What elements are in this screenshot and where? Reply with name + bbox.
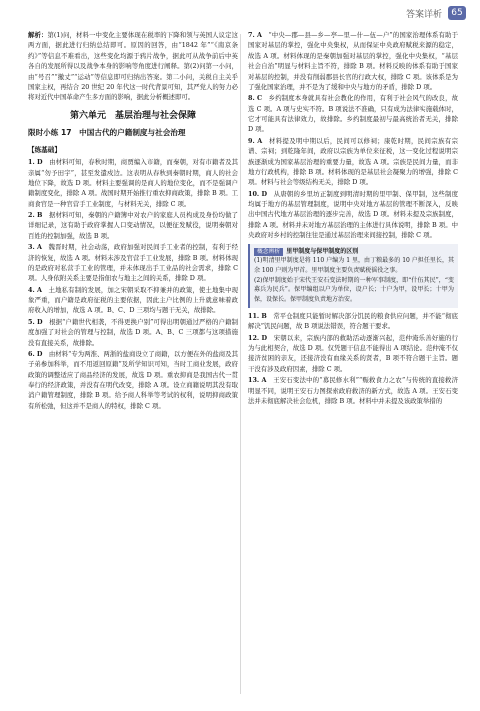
right-answer-list-b (248, 311, 458, 406)
concept-point-1: (1)明清里甲制度是将 110 户编为 1 里，由丁粮最多的 10 户担任里长，其余 100 户则为甲首。里甲制度主要负责赋税徭役之事。 (254, 257, 454, 274)
unit-title: 第六单元 基层治理与社会保障 (69, 110, 196, 121)
answer-number: 12. D (248, 333, 268, 342)
answer-text: “中央—郡—县—乡—亭—里—什—伍—户”的国家治理体系有助于国家对基层的掌控，强化中央集权，从而保证中央政府赋税来源的稳定，故选 A 项。材料体现的是秦朝加强对基层的掌控，强化中央集权，“基层社会自治”明显与材料主旨不符，排除 B 项。材料反映的体系有助于国家对基层的控制，并没有削弱郡县长官的行政大权，排除 C 项。该体系是为了强化国家治理，并不是为了缓和中央与地方的矛盾，排除 D 项。 (248, 31, 458, 91)
section-tag: 【练基础】 (28, 145, 61, 154)
answer-number: 6. D (28, 349, 43, 358)
answer-item (28, 157, 238, 209)
answer-item (248, 189, 458, 241)
answer-number: 1. D (28, 158, 43, 167)
right-answer-list-a (248, 30, 458, 241)
answer-item (28, 285, 238, 316)
answer-text: 王安石变法中的“募民修水利”“赈救食力之农”与传统的直接救济明显不同，说明王安石力图探索政府救济的新方式，故选 A 项。王安石变法并未彻底解决社会危机，排除 B 项。材料中并未提及该政策举措的 (248, 376, 458, 405)
answer-text: 材料提及明中期以后，民间可以修祠；康乾时期，民间宗族有宗谱、宗祠；到乾隆年间，政府以宗族为单位来征税，这一变化过程说明宗族逐渐成为国家基层治理的重要力量，故选 A 项。宗族是民间力量，而非地方行政机构，排除 B 项。材料体现的是基层社会凝聚力的增强，排除 C 项。材料与社会等级结构无关，排除 D 项。 (248, 136, 459, 187)
page-header (0, 0, 480, 26)
answer-number: 13. A (248, 376, 267, 385)
concept-box (248, 244, 458, 308)
answer-number: 4. A (28, 285, 43, 294)
answer-text: 乡约制度本身就具有社会教化的作用，有利于社会风气的改良，故选 C 项。A 项与史实不符。B 项说法不准确，只有成为法律实施载体时，它才可能具有法律效力，故排除。乡约制度最初与最高统治者无关，排除 D 项。 (248, 94, 459, 134)
analysis-label: 解析： (28, 31, 48, 39)
answer-number: 7. A (248, 31, 262, 39)
answer-number: 8. C (248, 94, 263, 103)
answer-text: 宋朝以来，宗族内部的救助活动逐渐兴起，范仲淹乐善好施的行为与此相契合，故选 D 项。仅凭题干信息不能得出 A 项结论。范仲淹不仅接济贫困的亲友，还接济没有血缘关系的贤者，B 项不符合题干主旨。题干没有涉及政府因素，排除 C 项。 (248, 333, 459, 373)
concept-label: 概念辨析 (254, 248, 283, 257)
answer-number: 3. A (28, 243, 43, 252)
answer-item (28, 317, 238, 348)
header-tab (406, 6, 466, 20)
answer-number: 11. B (248, 311, 267, 320)
answer-text: 根据“户籍世代相袭，不得更换户别”可得出明朝通过严格的户籍制度加强了对社会的管理与控制，故选 D 项。A、B、C 三项都与这项措施没有直接关系，故排除。 (28, 317, 238, 347)
answer-text: 从唐朝的乡里坊正制度到明清时期的里甲制、保甲制，这些制度均属于地方的基层管理制度，说明中央对地方基层的管理不断深入，反映出中国古代地方基层治理的逐步完善，故选 D 项。材料未提及宗族制度，排除 A 项。材料并未对地方基层治理的主体进行具体说明，排除 B 项。中央政府对乡村的控制往往是通过基层治理来间接控制，排除 C 项。 (248, 189, 459, 240)
answer-item (248, 93, 458, 135)
answer-number: 9. A (248, 136, 263, 145)
concept-title: 里甲制度与保甲制度的区别 (286, 247, 359, 255)
left-answer-list (28, 157, 238, 411)
answer-item (248, 375, 458, 406)
answer-text: 由材料可知，春秋时期，商贾编入市籍，而秦朝，对有市籍者及其亲属“勿予田宇”，甚至发遣戍边。这表明从春秋到秦朝时期，商人的社会地位下降，故选 D 项。材料主要强调的是商人的地位变化，而不是强调户籍制度变化，排除 A 项。战国时期开始推行重农抑商政策，排除 B 项。工商食官是一种官营手工业制度，与材料无关，排除 C 项。 (28, 158, 238, 208)
header-label: 答案详析 (405, 9, 442, 20)
answer-item (248, 311, 458, 332)
answer-item (28, 242, 238, 284)
answer-item (248, 30, 458, 92)
answer-text: 据材料可知，秦朝的户籍簿中对农户的家庭人员构成及身份均做了详细记录，这有助于政府掌握人口变动情况，以便征发赋役，说明秦朝对百姓的控制加强，故选 B 项。 (28, 211, 238, 240)
answer-text: 常平仓制度只能暂时解决部分饥民的粮食供应问题，并不能“彻底解决”饥民问题，故 B 项说法错误，符合题干要求。 (248, 311, 458, 331)
answer-item (28, 349, 238, 411)
answer-number: 2. B (28, 211, 43, 220)
left-column (28, 30, 238, 412)
lesson-title: 限时小练 17 中国古代的户籍制度与社会治理 (28, 128, 186, 138)
answer-text: 土地私有制的发展，加之宋朝采取不抑兼并的政策，使土地集中现象严重，而户籍是政府征税的主要依据，因此主户比例的上升就意味着政府收入的增加，故选 A 项。B、C、D 三项均与题干无关，故排除。 (28, 285, 239, 315)
answer-item (248, 136, 458, 188)
answer-text: 由材料“专为两淮、两浙的盐商设立了商籍，以方便在外的盐商及其子弟参加科举，而不用返回原籍”及所学知识可知，当时工商业发展，政府政策的调整适应了商品经济的发展，故选 D 项。重农抑商是我国古代一贯奉行的经济政策，并没有在明代改变，排除 A 项。设立商籍说明其没有取消户籍管理制度，排除 B 项。给予商人科举等考试的权利，说明抑商政策有所松弛，但这并不是商人的特权，排除 C 项。 (28, 349, 238, 410)
page-number: 65 (448, 6, 466, 20)
right-column (248, 30, 458, 407)
analysis-text: 第(1)问，材料一中变化主要体现在税率的下降和领与英国人议定这两方面，据此进行归纳总结即可。原因的回答，由“1842 年”“《南京条约》”等信息不难看出，这些变化均源于鸦片战争，据此可从战争前后中英各自的发展所得以及战争本身的影响等角度进行阐释。第(2)问第一小问，由“号召”“撤丈”“运动”等信息即可归纳出答案。第二小问，关税自主关乎国家主权，再结合 20 世纪 20 年代这一时代背景可知，其严党人的努力必将对近代中国革命产生多方面的影响，据此分析概述即可。 (28, 31, 238, 102)
column-divider (240, 34, 241, 694)
analysis-paragraph (28, 30, 238, 103)
answer-item (248, 333, 458, 375)
answer-number: 10. D (248, 189, 268, 198)
answer-text: 魏晋时期，社会动荡，政府加强对民间手工业者的控制，有利于经济的恢复，故选 A 项。材料未涉及官营手工业发展，排除 B 项。材料体现的是政府对私营手工业的管理，并未体现出手工业品的社会需求，排除 C 项。人身依附关系主要是指佃农与地主之间的关系，排除 D 项。 (28, 243, 239, 283)
answer-item (28, 210, 238, 241)
answer-number: 5. D (28, 317, 43, 326)
concept-point-2: (2)保甲制度始于宋代王安石变法时期的一种军事制度，即“什伍其民”，“变募兵为民兵”。保甲编组以户为单位，设户长；十户为甲，设甲长；十甲为保，设保长。保甲制度负责地方治安。 (254, 277, 454, 303)
